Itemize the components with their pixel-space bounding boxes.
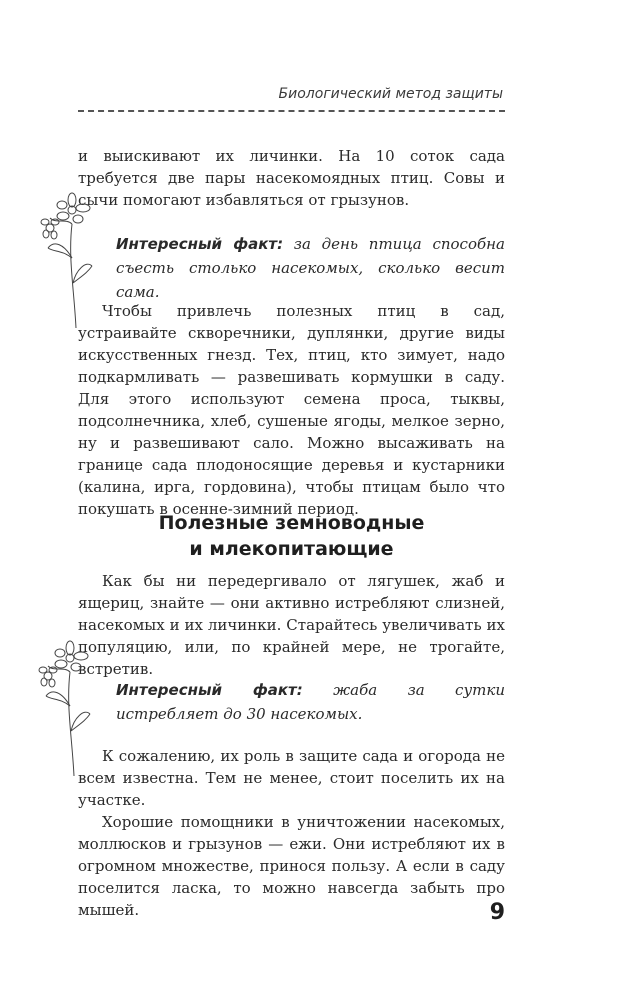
- paragraph-amphibians: Как бы ни передергивало от лягушек, жаб и ящериц, знайте — они активно истребляют слизней, насекомых и их личинки. Старайтесь увеличивать их популяцию, или, по крайней мере, не трогайте, встретив.: [78, 572, 505, 678]
- paragraph-role: К сожалению, их роль в защите сада и огорода не всем известна. Тем не менее, стоит поселить их на участке.: [78, 747, 505, 809]
- running-header: Биологический метод защиты: [278, 86, 503, 102]
- heading-line-2: и млекопитающие: [189, 538, 394, 560]
- fact-text: за день птица способна съесть столько насекомых, сколько весит сама.: [116, 235, 505, 301]
- interesting-fact-1: [116, 232, 505, 304]
- header-divider: [78, 110, 505, 112]
- heading-line-1: Полезные земноводные: [158, 512, 425, 534]
- paragraph-attract-birds: Чтобы привлечь полезных птиц в сад, устраивайте скворечники, дуплянки, другие виды искусственных гнезд. Тех, птиц, кто зимует, надо подкармливать — развешивать кормушки в саду. Для этого используют семена проса, тыквы, подсолнечника, хлеб, сушеные ягоды, мелкое зерно, ну и развешивают сало. Можно высаживать на границе сада плодоносящие деревья и кустарники (калина, ирга, гордовина), чтобы птицам было что покушать в осенне-зимний период.: [78, 302, 505, 518]
- page-number: 9: [489, 900, 505, 925]
- fact-text: жаба за сутки истребляет до 30 насекомых.: [116, 681, 505, 723]
- fact-label: Интересный факт:: [116, 681, 303, 699]
- paragraph-birds-end: и выискивают их личинки. На 10 соток сада требуется две пары насекомоядных птиц. Совы и сычи помогают избавляться от грызунов.: [78, 147, 505, 209]
- section-heading: [78, 510, 505, 562]
- fact-label: Интересный факт:: [116, 235, 284, 253]
- paragraph-hedgehogs: Хорошие помощники в уничтожении насекомых, моллюсков и грызунов — ежи. Они истребляют их в огромном множестве, принося пользу. А если в саду поселится ласка, то можно навсегда забыть про мышей.: [78, 813, 505, 919]
- interesting-fact-2: [116, 678, 505, 726]
